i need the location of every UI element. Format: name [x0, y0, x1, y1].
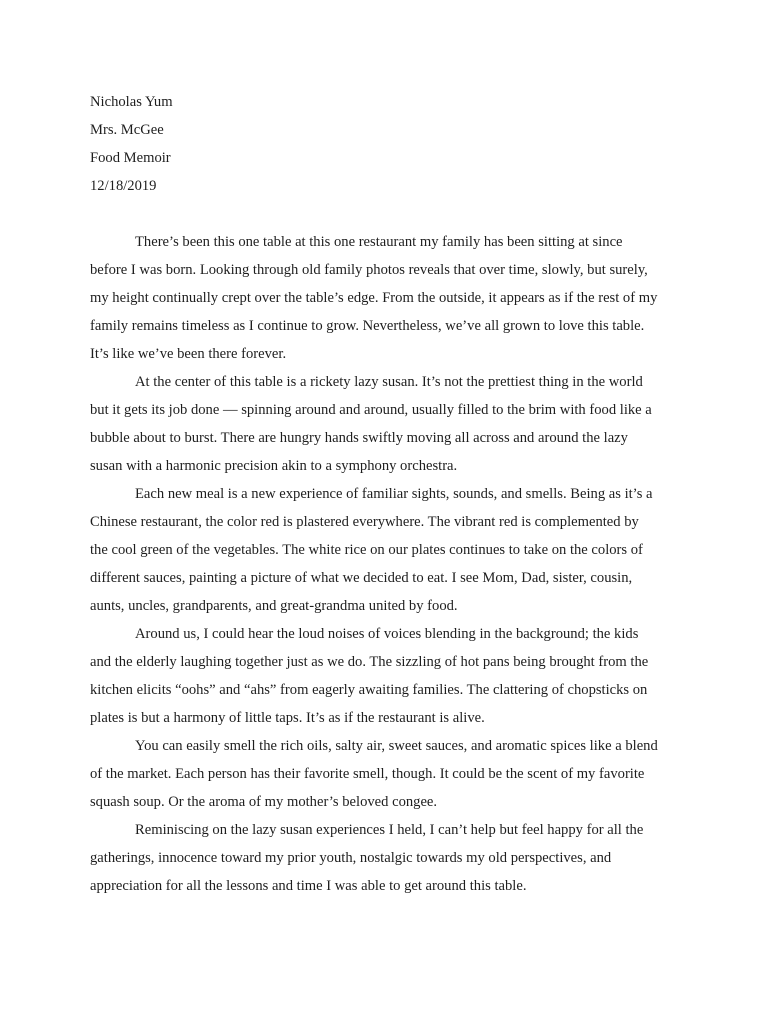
paragraph-line: gatherings, innocence toward my prior youth, nostalgic towards my old perspectives, and: [90, 850, 612, 866]
student-name: Nicholas Yum: [90, 94, 173, 110]
paragraph-line: family remains timeless as I continue to grow. Nevertheless, we’ve all grown to love this table.: [90, 318, 645, 334]
paragraph-line: plates is but a harmony of little taps. It’s as if the restaurant is alive.: [90, 710, 485, 726]
paragraph-line: You can easily smell the rich oils, salty air, sweet sauces, and aromatic spices like a blend: [135, 738, 658, 754]
paragraph-line: different sauces, painting a picture of what we decided to eat. I see Mom, Dad, sister, cousin,: [90, 570, 633, 586]
paragraph-2: [90, 368, 690, 480]
paragraph-line: aunts, uncles, grandparents, and great-grandma united by food.: [90, 598, 458, 614]
paragraph-line: my height continually crept over the table’s edge. From the outside, it appears as if the rest of my: [90, 290, 658, 306]
document-body: [90, 88, 690, 900]
paragraph-5: [90, 732, 690, 816]
paragraph-line: Reminiscing on the lazy susan experiences I held, I can’t help but feel happy for all the: [135, 822, 644, 838]
paragraph-line: of the market. Each person has their favorite smell, though. It could be the scent of my favorite: [90, 766, 645, 782]
paragraph-line: bubble about to burst. There are hungry hands swiftly moving all across and around the lazy: [90, 430, 628, 446]
paragraph-line: There’s been this one table at this one restaurant my family has been sitting at since: [135, 234, 623, 250]
assignment-title: Food Memoir: [90, 150, 171, 166]
paragraph-line: At the center of this table is a rickety lazy susan. It’s not the prettiest thing in the world: [135, 374, 643, 390]
paragraph-line: susan with a harmonic precision akin to a symphony orchestra.: [90, 458, 458, 474]
paragraph-line: appreciation for all the lessons and time I was able to get around this table.: [90, 878, 527, 894]
paragraph-line: squash soup. Or the aroma of my mother’s beloved congee.: [90, 794, 438, 810]
paragraph-4: [90, 620, 690, 732]
blank-line: [90, 200, 690, 228]
paragraph-line: before I was born. Looking through old family photos reveals that over time, slowly, but surely,: [90, 262, 648, 278]
paragraph-line: kitchen elicits “oohs” and “ahs” from eagerly awaiting families. The clattering of chopsticks on: [90, 682, 648, 698]
document-date: 12/18/2019: [90, 178, 157, 194]
paragraph-1: [90, 228, 690, 368]
paragraph-line: and the elderly laughing together just as we do. The sizzling of hot pans being brought from the: [90, 654, 649, 670]
paragraph-line: Chinese restaurant, the color red is plastered everywhere. The vibrant red is complemented by: [90, 514, 639, 530]
paragraph-6: [90, 816, 690, 900]
paragraph-line: It’s like we’ve been there forever.: [90, 346, 287, 362]
paragraph-line: but it gets its job done — spinning around and around, usually filled to the brim with food like a: [90, 402, 652, 418]
paragraph-line: Each new meal is a new experience of familiar sights, sounds, and smells. Being as it’s a: [135, 486, 653, 502]
paragraph-line: Around us, I could hear the loud noises of voices blending in the background; the kids: [135, 626, 639, 642]
paragraph-line: the cool green of the vegetables. The white rice on our plates continues to take on the colors of: [90, 542, 643, 558]
paragraph-3: [90, 480, 690, 620]
teacher-name: Mrs. McGee: [90, 122, 164, 138]
